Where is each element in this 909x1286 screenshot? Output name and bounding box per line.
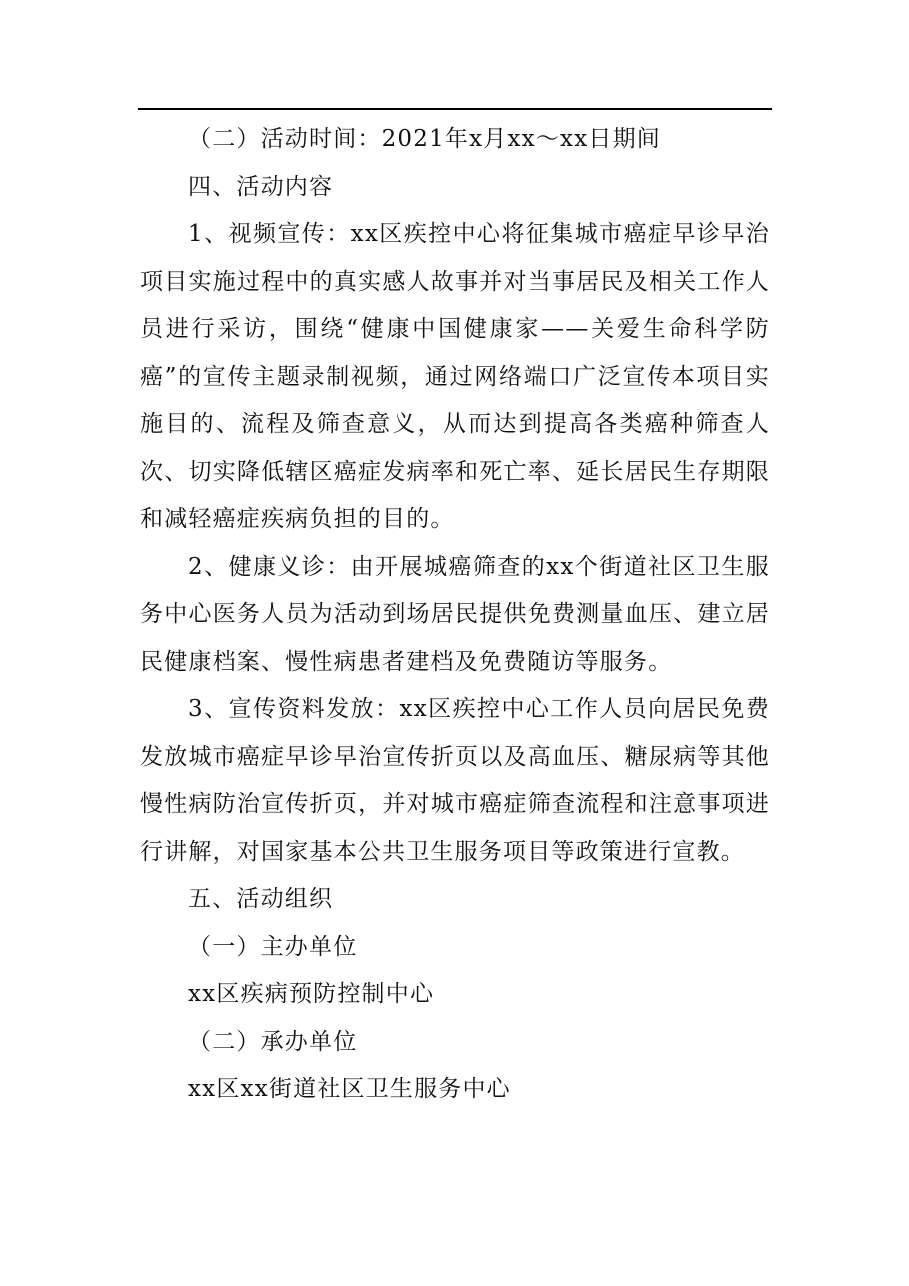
section-heading-content: 四、活动内容 <box>188 173 334 200</box>
section-heading-organization: 五、活动组织 <box>188 886 334 912</box>
item-video-promotion: 1、视频宣传：xx区疾控中心将征集城市癌症早诊早治项目实施过程中的真实感人故事并对当事居民及相关工作人员进行采访，围绕“健康中国健康家——关爱生命科学防癌”的宣传主题录制视频，通过网络端口广泛宣传本项目实施目的、流程及筛查意义，从而达到提高各类癌种筛查人次、切实降低辖区癌症发病率和死亡率、延长居民生存期限和减轻癌症疾病负担的目的。 <box>140 221 770 532</box>
co-organizer-name: xx区xx街道社区卫生服务中心 <box>188 1076 511 1102</box>
document-body <box>140 116 770 1114</box>
co-organizer-heading: （二）承办单位 <box>188 1028 358 1055</box>
header-rule <box>138 108 772 110</box>
organizer-name: xx区疾病预防控制中心 <box>188 981 435 1007</box>
organizer-heading: （一）主办单位 <box>188 933 358 960</box>
item-material-distribution: 3、宣传资料发放：xx区疾控中心工作人员向居民免费发放城市癌症早诊早治宣传折页以及高血压、糖尿病等其他慢性病防治宣传折页，并对城市癌症筛查流程和注意事项进行讲解，对国家基本公共卫生服务项目等政策进行宣教。 <box>140 696 770 865</box>
item-health-clinic: 2、健康义诊：由开展城癌筛查的xx个街道社区卫生服务中心医务人员为活动到场居民提供免费测量血压、建立居民健康档案、慢性病患者建档及免费随访等服务。 <box>140 553 770 675</box>
activity-time: （二）活动时间：2021年x月xx～xx日期间 <box>188 126 661 152</box>
